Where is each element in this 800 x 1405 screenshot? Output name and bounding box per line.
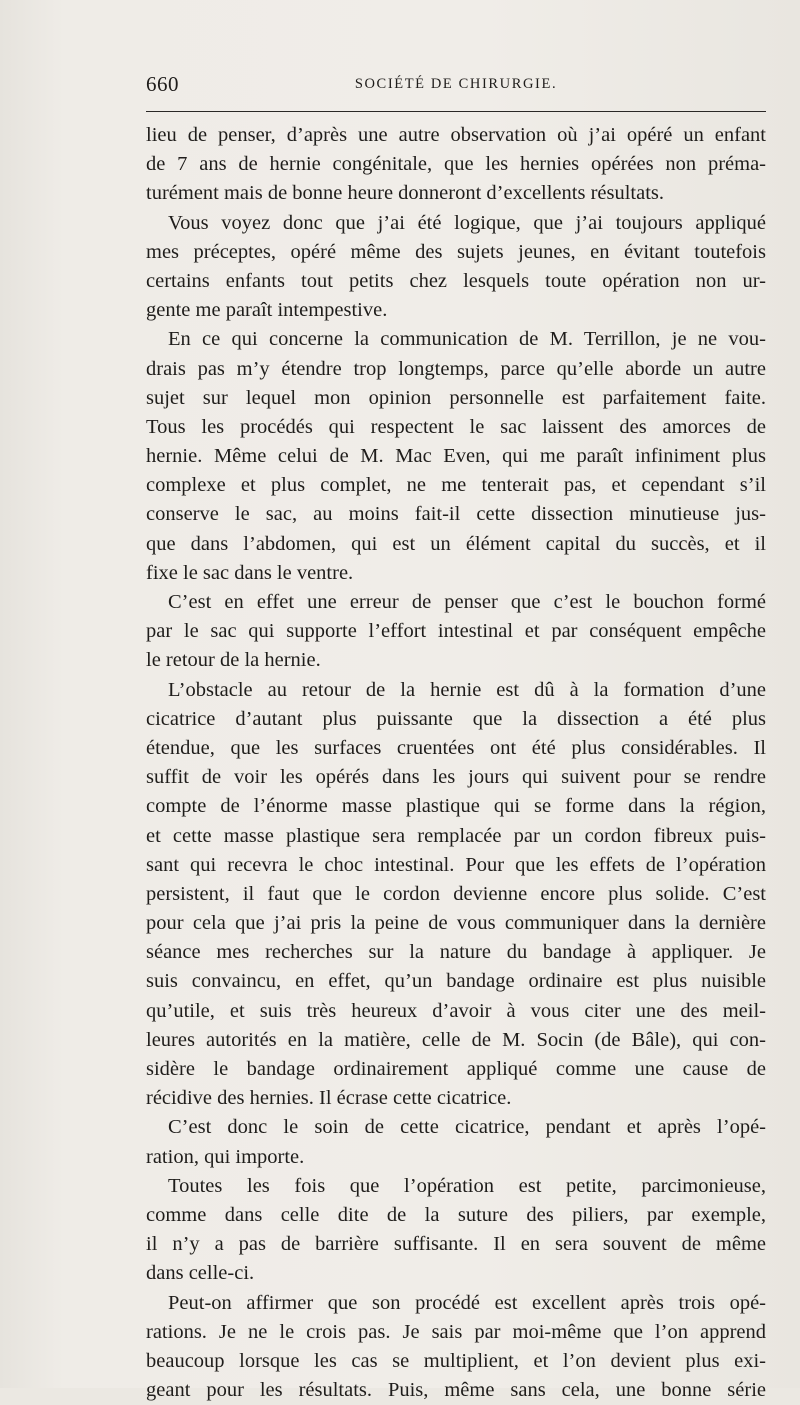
text-line: beaucoup lorsque les cas se multiplient, et l’on devient plus exi-	[146, 1349, 766, 1372]
text-line: Tous les procédés qui respectent le sac laissent des amorces de	[146, 415, 766, 438]
page-header	[146, 72, 766, 102]
text-line: suffit de voir les opérés dans les jours qui suivent pour se rendre	[146, 766, 766, 789]
text-line: Peut-on affirmer que son procédé est excellent après trois opé-	[168, 1291, 766, 1314]
text-line: persistent, il faut que le cordon devienne encore plus solide. C’est	[146, 882, 766, 905]
text-line: et cette masse plastique sera remplacée par un cordon fibreux puis-	[146, 824, 766, 847]
text-line: de 7 ans de hernie congénitale, que les hernies opérées non préma-	[146, 153, 766, 176]
running-head: SOCIÉTÉ DE CHIRURGIE.	[354, 76, 558, 92]
text-line: fixe le sac dans le ventre.	[146, 561, 354, 584]
text-line: pour cela que j’ai pris la peine de vous communiquer dans la dernière	[146, 912, 766, 935]
text-line: par le sac qui supporte l’effort intestinal et par conséquent empêche	[146, 620, 766, 643]
text-line: gente me paraît intempestive.	[146, 299, 388, 322]
text-line: récidive des hernies. Il écrase cette cicatrice.	[146, 1087, 512, 1110]
text-line: hernie. Même celui de M. Mac Even, qui me paraît infiniment plus	[146, 445, 766, 468]
text-line: rations. Je ne le crois pas. Je sais par moi-même que l’on apprend	[146, 1320, 766, 1343]
text-line: séance mes recherches sur la nature du bandage à appliquer. Je	[146, 941, 766, 964]
text-line: compte de l’énorme masse plastique qui se forme dans la région,	[146, 795, 766, 818]
page-number: 660	[146, 72, 179, 96]
text-line: sant qui recevra le choc intestinal. Pour que les effets de l’opération	[146, 853, 766, 876]
text-line: comme dans celle dite de la suture des piliers, par exemple,	[146, 1203, 766, 1226]
text-line: L’obstacle au retour de la hernie est dû à la formation d’une	[168, 678, 766, 701]
text-line: dans celle-ci.	[146, 1262, 255, 1285]
text-line: cicatrice d’autant plus puissante que la dissection a été plus	[146, 707, 766, 730]
body-text	[146, 121, 766, 1405]
text-line: C’est en effet une erreur de penser que c’est le bouchon formé	[168, 591, 766, 613]
text-line: il n’y a pas de barrière suffisante. Il en sera souvent de même	[146, 1233, 766, 1256]
text-line: conserve le sac, au moins fait-il cette dissection minutieuse jus-	[146, 503, 766, 526]
text-line: mes préceptes, opéré même des sujets jeunes, en évitant toutefois	[146, 240, 766, 263]
text-line: turément mais de bonne heure donneront d’excellents résultats.	[146, 182, 665, 205]
text-line: Toutes les fois que l’opération est petite, parcimonieuse,	[168, 1174, 766, 1197]
text-line: leures autorités en la matière, celle de M. Socin (de Bâle), qui con-	[146, 1028, 766, 1051]
text-line: suis convaincu, en effet, qu’un bandage ordinaire est plus nuisible	[146, 970, 766, 993]
text-line: En ce qui concerne la communication de M. Terrillon, je ne vou-	[168, 328, 766, 351]
text-line: ration, qui importe.	[146, 1145, 305, 1168]
text-line: étendue, que les surfaces cruentées ont été plus considérables. Il	[146, 736, 766, 759]
text-line: drais pas m’y étendre trop longtemps, parce qu’elle aborde un autre	[146, 357, 766, 380]
text-line: sujet sur lequel mon opinion personnelle est parfaitement faite.	[146, 386, 766, 409]
text-line: Vous voyez donc que j’ai été logique, que j’ai toujours appliqué	[168, 211, 766, 234]
text-line: certains enfants tout petits chez lesquels toute opération non ur-	[146, 269, 766, 292]
text-line: que dans l’abdomen, qui est un élément capital du succès, et il	[146, 532, 766, 555]
text-line: complexe et plus complet, ne me tenterait pas, et cependant s’il	[146, 474, 766, 497]
text-line: le retour de la hernie.	[146, 649, 321, 672]
text-line: lieu de penser, d’après une autre observation où j’ai opéré un enfant	[146, 124, 766, 146]
header-rule	[146, 111, 766, 112]
text-line: geant pour les résultats. Puis, même sans cela, une bonne série	[146, 1379, 766, 1402]
text-line: qu’utile, et suis très heureux d’avoir à vous citer une des meil-	[146, 999, 766, 1022]
text-line: sidère le bandage ordinairement appliqué comme une cause de	[146, 1058, 766, 1080]
text-line: C’est donc le soin de cette cicatrice, pendant et après l’opé-	[168, 1116, 766, 1139]
